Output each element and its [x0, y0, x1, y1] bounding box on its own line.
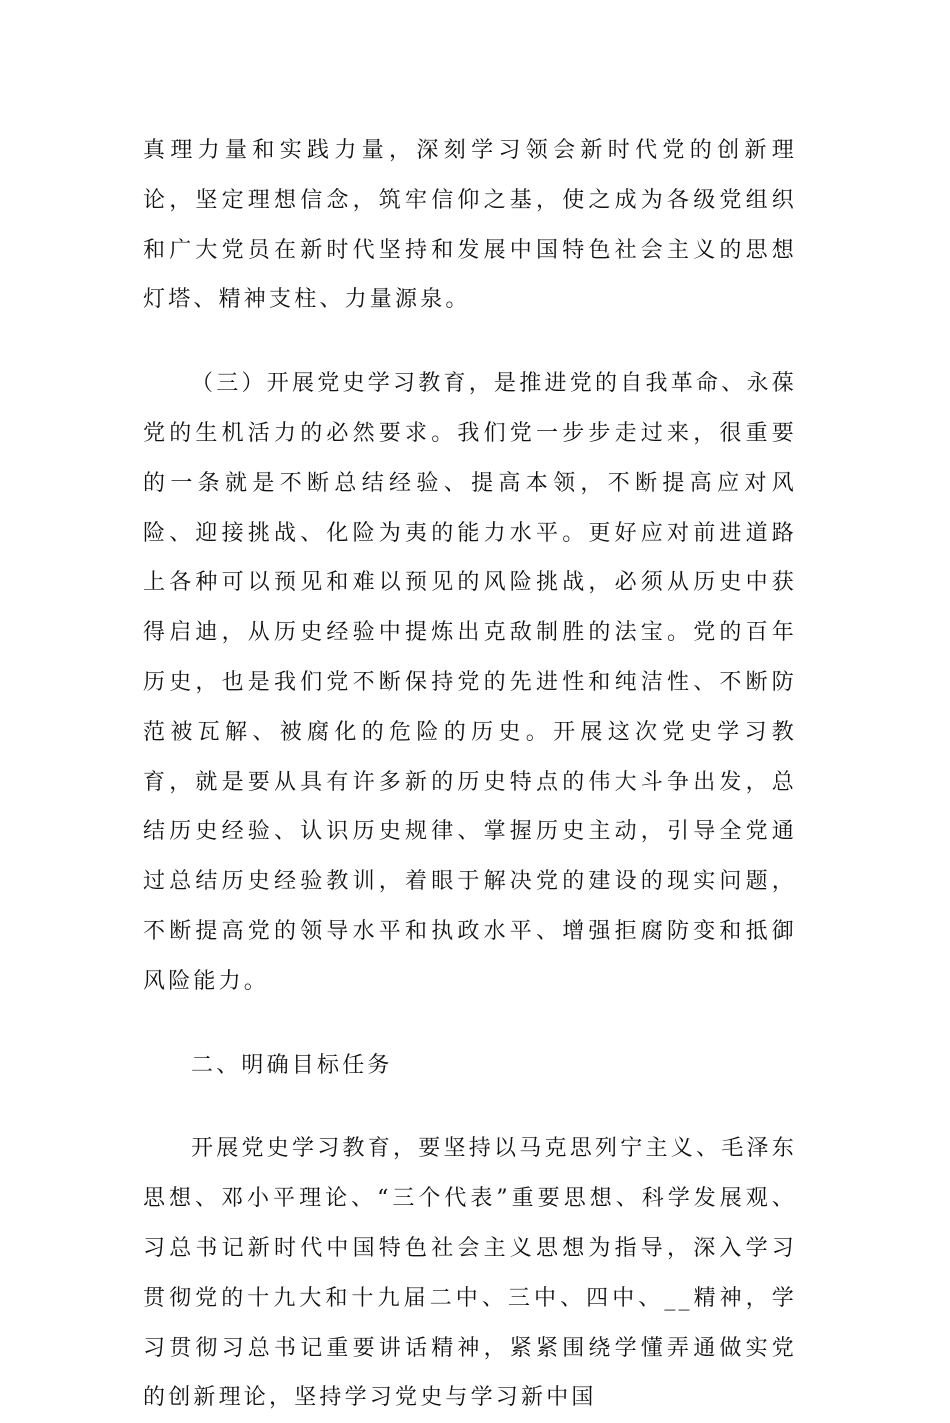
paragraph-gap	[143, 1007, 797, 1041]
paragraph-gap	[143, 1090, 797, 1124]
paragraph-continuation: 真理力量和实践力量，深刻学习领会新时代党的创新理论，坚定理想信念，筑牢信仰之基，使之成为各级党组织和广大党员在新时代坚持和发展中国特色社会主义的思想灯塔、精神支柱、力量源泉。	[143, 138, 797, 313]
paragraph-section-three: （三）开展党史学习教育，是推进党的自我革命、永葆党的生机活力的必然要求。我们党一步步走过来，很重要的一条就是不断总结经验、提高本领，不断提高应对风险、迎接挑战、化险为夷的能力水平。更好应对前进道路上各种可以预见和难以预见的风险挑战，必须从历史中获得启迪，从历史经验中提炼出克敌制胜的法宝。党的百年历史，也是我们党不断保持党的先进性和纯洁性、不断防范被瓦解、被腐化的危险的历史。开展这次党史学习教育，就是要从具有许多新的历史特点的伟大斗争出发，总结历史经验、认识历史规律、掌握历史主动，引导全党通过总结历史经验教训，着眼于解决党的建设的现实问题，不断提高党的领导水平和执政水平、增强拒腐防变和抵御风险能力。	[143, 371, 797, 994]
paragraph-gap	[143, 325, 797, 359]
section-heading: 二、明确目标任务	[191, 1052, 393, 1078]
document-body	[143, 126, 797, 1423]
paragraph-goals: 开展党史学习教育，要坚持以马克思列宁主义、毛泽东思想、邓小平理论、“三个代表”重要思想、科学发展观、习总书记新时代中国特色社会主义思想为指导，深入学习贯彻党的十九大和十九届二中、三中、四中、__精神，学习贯彻习总书记重要讲话精神，紧紧围绕学懂弄通做实党的创新理论，坚持学习党史与学习新中国	[143, 1136, 797, 1411]
